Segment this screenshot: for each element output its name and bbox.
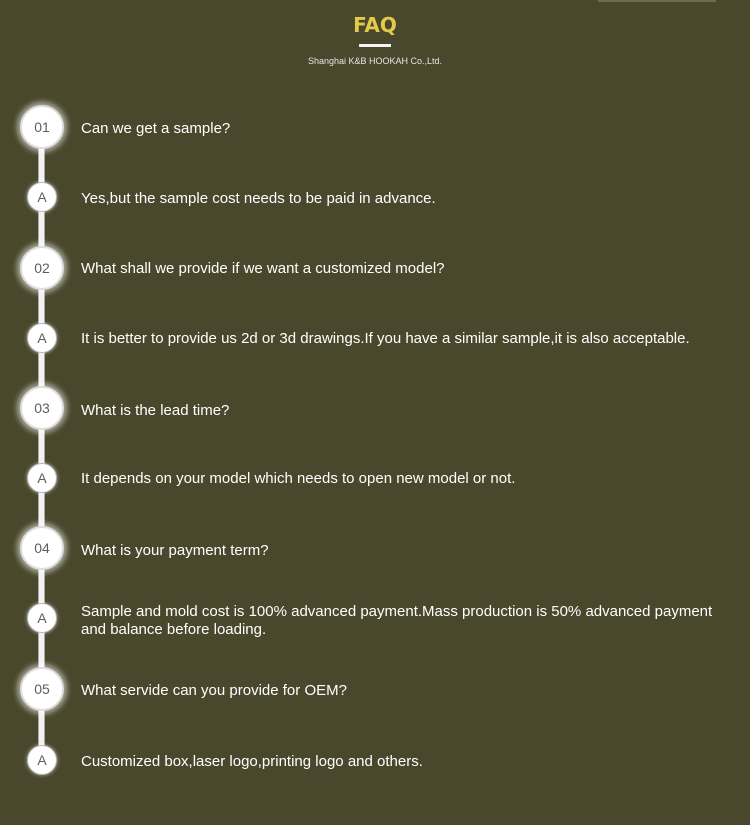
question-number-badge: 03 (20, 386, 64, 430)
question-text: What is your payment term? (81, 542, 269, 559)
question-text: What servide can you provide for OEM? (81, 682, 347, 699)
company-name: Shanghai K&B HOOKAH Co.,Ltd. (307, 56, 443, 66)
answer-text: Yes,but the sample cost needs to be paid in advance. (81, 190, 436, 207)
title-underline (359, 44, 391, 47)
question-text: What is the lead time? (81, 402, 230, 419)
question-number-badge: 05 (20, 667, 64, 711)
page-title: FAQ (353, 13, 397, 37)
question-text: What shall we provide if we want a customized model? (81, 260, 445, 277)
question-number-badge: 02 (20, 246, 64, 290)
answer-text: Sample and mold cost is 100% advanced payment.Mass production is 50% advanced payment and balance before loading. (81, 603, 713, 638)
answer-text: It depends on your model which needs to open new model or not. (81, 470, 516, 487)
answer-marker-badge: A (27, 603, 57, 633)
answer-text: Customized box,laser logo,printing logo and others. (81, 753, 423, 770)
answer-marker-badge: A (27, 745, 57, 775)
answer-marker-badge: A (27, 323, 57, 353)
answer-marker-badge: A (27, 463, 57, 493)
answer-text: It is better to provide us 2d or 3d drawings.If you have a similar sample,it is also acceptable. (81, 330, 690, 347)
question-number-badge: 04 (20, 526, 64, 570)
top-divider (598, 0, 716, 2)
question-number-badge: 01 (20, 105, 64, 149)
answer-marker-badge: A (27, 182, 57, 212)
question-text: Can we get a sample? (81, 120, 231, 137)
